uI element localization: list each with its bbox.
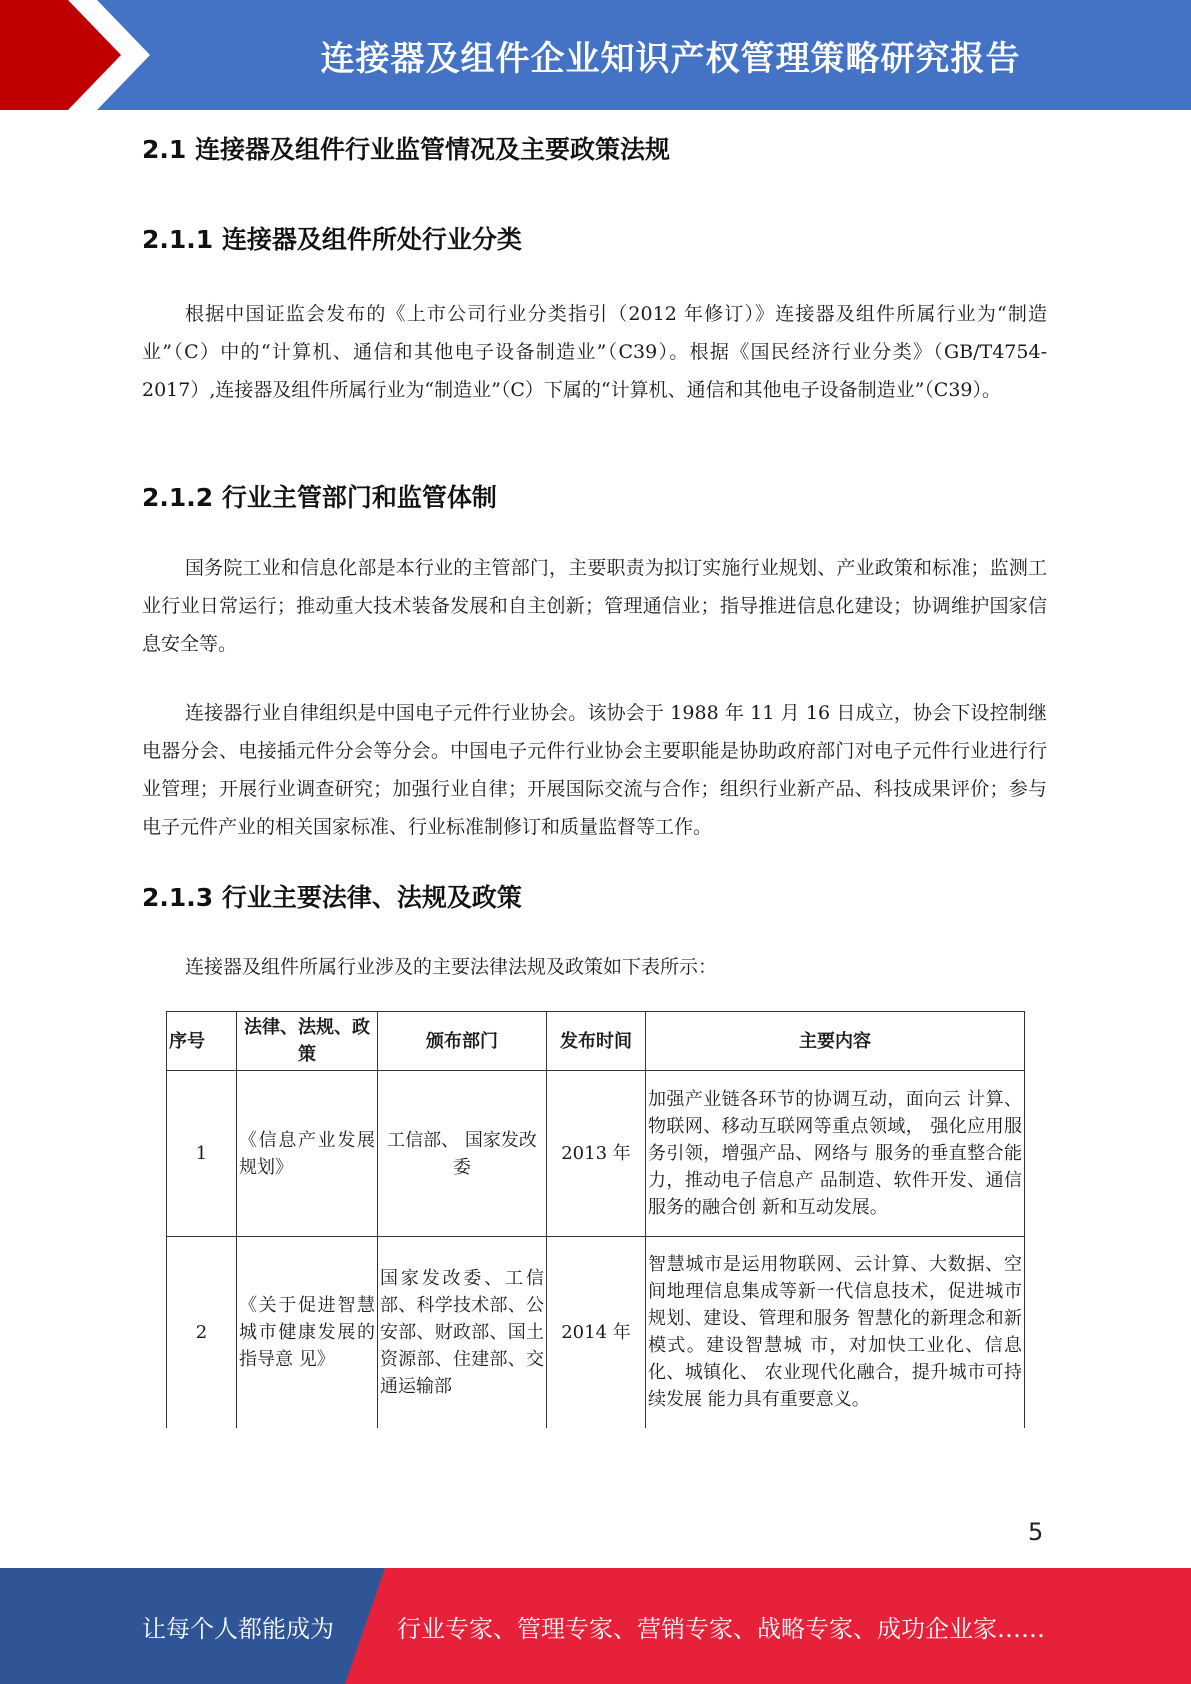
footer-slogan-left: 让每个人都能成为: [142, 1614, 334, 1643]
cell-index: 2: [167, 1237, 237, 1428]
paragraph-association: 连接器行业自律组织是中国电子元件行业协会。该协会于 1988 年 11 月 16 日成立，协会下设控制继电器分会、电接插元件分会等分会。中国电子元件行业协会主要职能是协助政府部门对电子元件行业进行行业管理；开展行业调查研究；加强行业自律；开展国际交流与合作；组织行业新产品、科技成果评价；参与电子元件产业的相关国家标准、行业标准制修订和质量监督等工作。: [142, 702, 1047, 838]
header-chevron-shape: [0, 0, 160, 110]
cell-department: 国家发改委、工信部、科学技术部、公安部、财政部、国土资源部、住建部、交通运输部: [378, 1237, 547, 1428]
table-header-row: [167, 1012, 1025, 1071]
section-heading: 2.1 连接器及组件行业监管情况及主要政策法规: [142, 135, 670, 164]
paragraph-authority: 国务院工业和信息化部是本行业的主管部门，主要职责为拟订实施行业规划、产业政策和标准；监测工业行业日常运行；推动重大技术装备发展和自主创新；管理通信业；指导推进信息化建设；协调维护国家信息安全等。: [142, 557, 1047, 655]
paragraph-table-intro: 连接器及组件所属行业涉及的主要法律法规及政策如下表所示：: [185, 956, 718, 978]
page-footer: [0, 1568, 1191, 1684]
report-title: 连接器及组件企业知识产权管理策略研究报告: [320, 38, 1021, 79]
cell-content: 加强产业链各环节的协调互动，面向云 计算、物联网、移动互联网等重点领域， 强化应用服务引领，增强产品、网络与 服务的垂直整合能力，推动电子信息产 品制造、软件开发、通信服务的融合创 新和互动发展。: [646, 1071, 1025, 1237]
cell-department: 工信部、 国家发改委: [378, 1071, 547, 1237]
policy-table: [166, 1011, 1025, 1428]
cell-content: 智慧城市是运用物联网、云计算、大数据、空间地理信息集成等新一代信息技术，促进城市规划、建设、管理和服务 智慧化的新理念和新模式。建设智慧城 市，对加快工业化、信息化、城镇化、 农业现代化融合，提升城市可持续发展 能力具有重要意义。: [646, 1237, 1025, 1428]
paragraph-industry-classification: 根据中国证监会发布的《上市公司行业分类指引（2012 年修订）》连接器及组件所属行业为“制造业”（C）中的“计算机、通信和其他电子设备制造业”（C39）。根据《国民经济行业分类》（GB/T4754-2017）,连接器及组件所属行业为“制造业”（C）下属的“计算机、通信和其他电子设备制造业”（C39）。: [142, 303, 1047, 401]
footer-slogan-right: 行业专家、管理专家、营销专家、战略专家、成功企业家……: [397, 1614, 1045, 1643]
table-row: [167, 1071, 1025, 1237]
page-number: 5: [1028, 1518, 1044, 1546]
header-content: 主要内容: [646, 1012, 1025, 1071]
header-index: 序号: [167, 1012, 237, 1071]
cell-index: 1: [167, 1071, 237, 1237]
cell-date: 2013 年: [547, 1071, 646, 1237]
header-law: 法律、法规、政策: [237, 1012, 378, 1071]
cell-law: 《关于促进智慧城市健康发展的指导意 见》: [237, 1237, 378, 1428]
cell-law: 《信息产业发展规划》: [237, 1071, 378, 1237]
subsection-heading-2-1-3: 2.1.3 行业主要法律、法规及政策: [142, 883, 522, 912]
page-header: [0, 0, 1191, 110]
cell-date: 2014 年: [547, 1237, 646, 1428]
table-row: [167, 1237, 1025, 1428]
subsection-heading-2-1-1: 2.1.1 连接器及组件所处行业分类: [142, 225, 522, 254]
header-date: 发布时间: [547, 1012, 646, 1071]
subsection-heading-2-1-2: 2.1.2 行业主管部门和监管体制: [142, 483, 497, 512]
header-department: 颁布部门: [378, 1012, 547, 1071]
